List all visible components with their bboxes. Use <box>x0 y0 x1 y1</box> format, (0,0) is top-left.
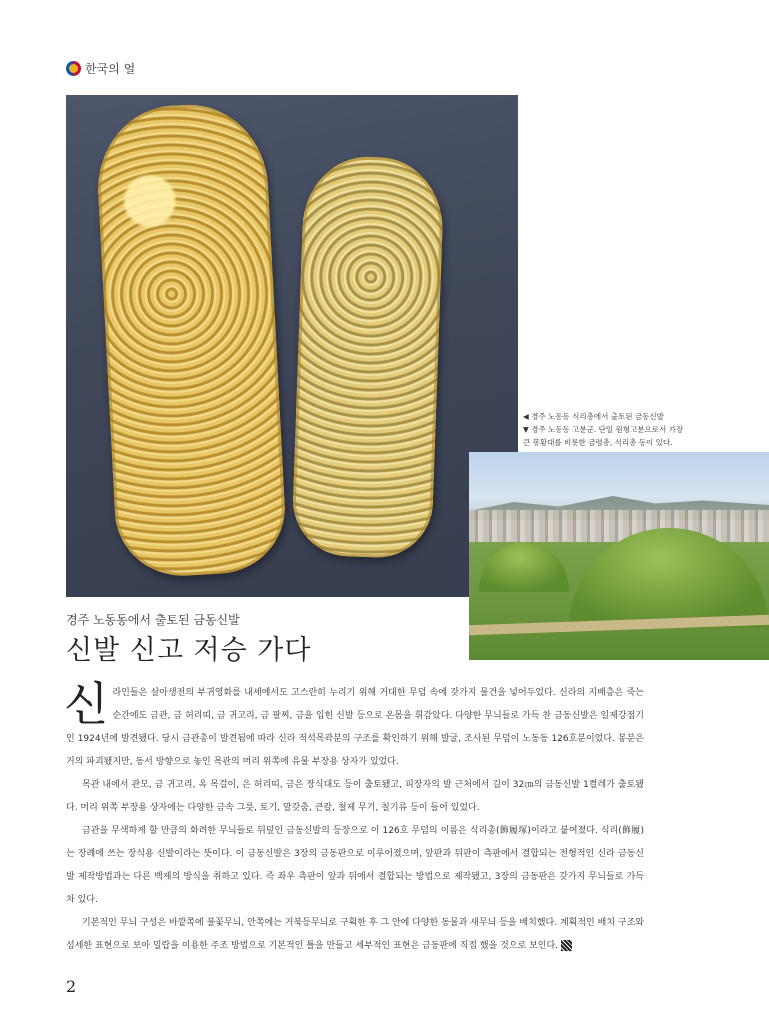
section-header <box>66 58 135 78</box>
paragraph <box>66 912 644 958</box>
tomb-landscape-photo <box>469 452 769 660</box>
sandal-left <box>94 101 288 579</box>
paragraph: 금관을 무색하게 할 만큼의 화려한 무늬들로 뒤덮인 금동신발의 등장으로 이 126호 무덤의 이름은 식리총(飾履塚)이라고 붙여졌다. 식리(飾履)는 장례에 쓰는 장식용 신발이라는 뜻이다. 이 금동신발은 3장의 금동판으로 이루어졌으며, 앞판과 뒤판이 측판에서 결합되는 전형적인 신라 금동신발 제작방법과는 다른 백제의 방식을 취하고 있다. 즉 좌우 측판이 앞과 뒤에서 결합되는 방법으로 제작됐고, 3장의 금동판은 갖가지 무늬들로 가득 차 있다. <box>66 826 644 905</box>
gilt-bronze-shoes-photo <box>66 95 518 597</box>
photo-caption <box>523 410 763 449</box>
caption-line: 큰 봉황대를 비롯한 금령총, 식리총 등이 있다. <box>523 438 673 447</box>
caption-line: ◀ 경주 노동동 식리총에서 출토된 금동신발 <box>523 412 664 421</box>
page-number: 2 <box>66 977 77 996</box>
caption-line: ▼ 경주 노동동 고분군. 단일 원형고분으로서 가장 <box>523 425 684 434</box>
article-end-mark-icon <box>561 940 572 951</box>
drop-cap: 신 <box>64 677 109 731</box>
taeguk-logo-icon <box>66 61 81 76</box>
paragraph-text: 기본적인 무늬 구성은 바깥쪽에 불꽃무늬, 안쪽에는 거북등무늬로 구획한 후 그 안에 다양한 동물과 새무늬 등을 배치했다. 계획적인 배치 구조와 섬세한 표현으로 보아 밀랍을 이용한 주조 방법으로 기본적인 틀을 만들고 세부적인 표현은 금동판에 직접 했을 것으로 보인다. <box>66 918 644 951</box>
paragraph: 목관 내에서 관모, 금 귀고리, 옥 목걸이, 은 허리띠, 금은 장식대도 등이 출토됐고, 피장자의 발 근처에서 길이 32㎝의 금동신발 1켤레가 출토됐다. 머리 위쪽 부장용 상자에는 다양한 금속 그릇, 토기, 말갖춤, 큰칼, 철제 무기, 칠기류 등이 들어 있었다. <box>66 780 644 813</box>
sandal-right <box>291 155 445 560</box>
article-title: 신발 신고 저승 가다 <box>66 635 312 666</box>
article-subtitle: 경주 노동동에서 출토된 금동신발 <box>66 613 240 627</box>
paragraph: 라인들은 살아생전의 부귀영화를 내세에서도 고스란히 누리기 위해 거대한 무덤 속에 갖가지 물건을 넣어두었다. 신라의 지배층은 죽는 순간에도 금관, 금 허리띠, 금 귀고리, 금 팔찌, 금을 입힌 신발 등으로 온몸을 휘감았다. 다양한 무늬들로 가득 찬 금동신발은 일제강점기인 1924년에 발견됐다. 당시 금관총이 발견됨에 따라 신라 적석목곽분의 구조를 확인하기 위해 발굴, 조사된 무덤이 노동동 126호분이었다. 봉분은 거의 파괴됐지만, 동서 방향으로 놓인 목관의 머리 위쪽에 유물 부장용 상자가 있었다. <box>66 688 644 767</box>
article-body <box>64 677 644 958</box>
section-title: 한국의 얼 <box>85 61 136 76</box>
